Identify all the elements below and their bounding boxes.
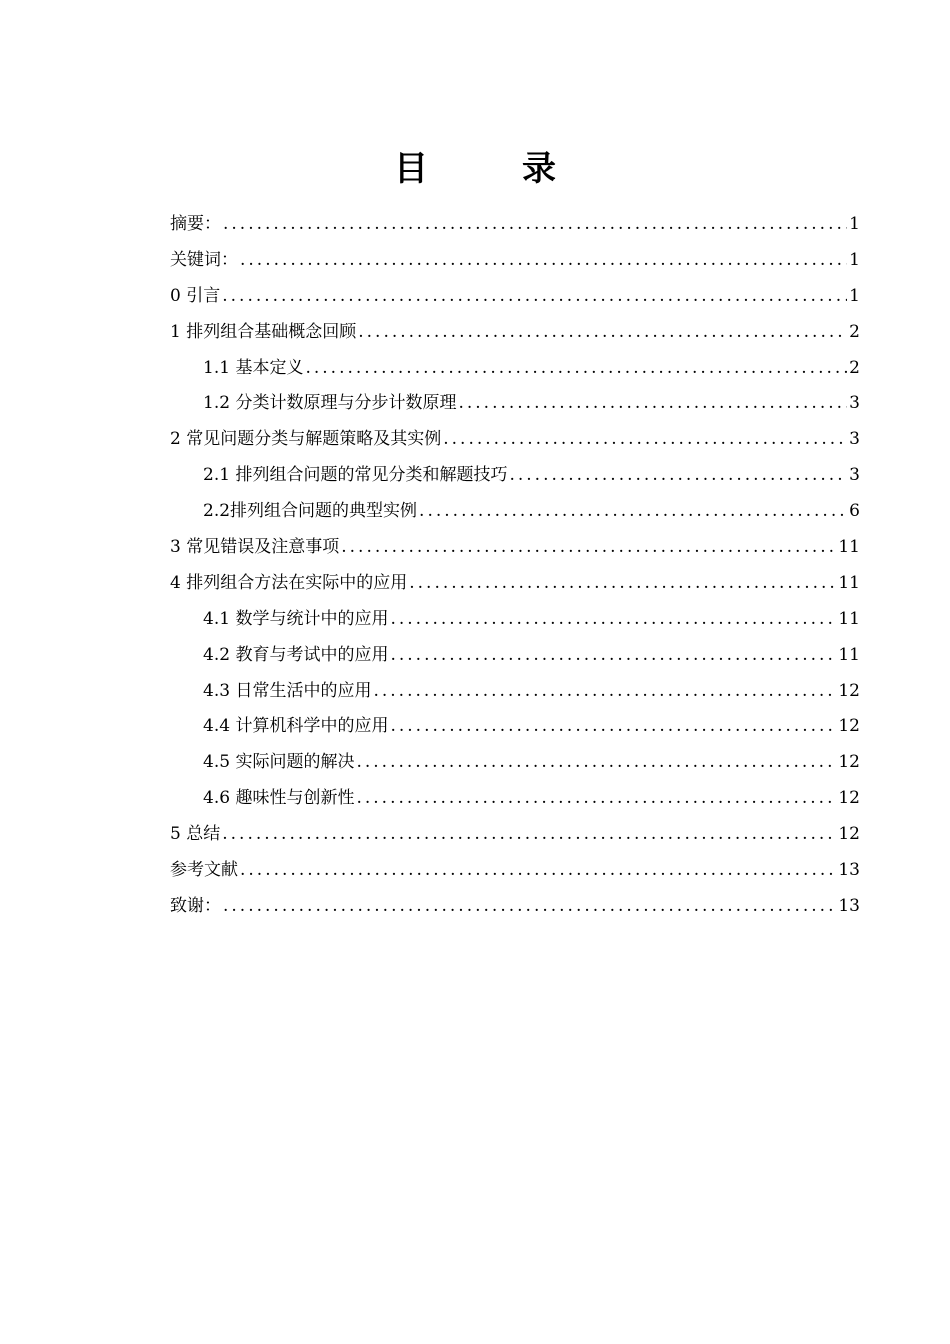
toc-entry[interactable] (170, 602, 860, 638)
toc-entry-page-number: 13 (838, 860, 860, 881)
toc-entry-page-number: 11 (838, 572, 860, 593)
toc-dot-leader (390, 602, 836, 638)
toc-entry[interactable] (170, 386, 860, 422)
toc-entry-label: 参考文献 (170, 860, 238, 881)
toc-dot-leader (509, 458, 847, 494)
toc-entry-label: 致谢： (170, 895, 221, 916)
toc-entry-page-number: 3 (849, 429, 860, 450)
toc-entry-label: 5 总结 (170, 824, 221, 845)
toc-dot-leader (222, 817, 836, 853)
toc-entry-page-number: 3 (849, 465, 860, 486)
toc-dot-leader (222, 279, 847, 315)
toc-entry-label: 2.1 排列组合问题的常见分类和解题技巧 (203, 465, 508, 486)
toc-entry[interactable] (170, 279, 860, 315)
toc-entry-label: 4.2 教育与考试中的应用 (203, 644, 389, 665)
toc-entry[interactable] (170, 781, 860, 817)
toc-list (170, 207, 860, 925)
toc-entry-label: 摘要： (170, 213, 221, 234)
toc-entry-page-number: 11 (838, 537, 860, 557)
toc-entry-label: 1.2 分类计数原理与分步计数原理 (203, 393, 457, 414)
toc-entry-page-number: 2 (849, 321, 860, 342)
toc-entry-page-number: 11 (838, 608, 860, 629)
toc-entry-label: 4.1 数学与统计中的应用 (203, 608, 389, 629)
toc-dot-leader (358, 315, 847, 351)
toc-entry-label: 1.1 基本定义 (203, 357, 304, 378)
toc-entry-label: 0 引言 (170, 285, 221, 306)
toc-dot-leader (356, 781, 836, 817)
toc-entry-page-number: 1 (849, 249, 860, 270)
toc-entry[interactable] (170, 458, 860, 494)
toc-entry-label: 2 常见问题分类与解题策略及其实例 (170, 429, 442, 450)
toc-dot-leader (390, 638, 836, 674)
toc-entry-page-number: 2 (849, 357, 860, 378)
toc-entry-page-number: 11 (838, 644, 860, 665)
toc-entry[interactable] (170, 494, 860, 530)
toc-entry[interactable] (170, 422, 860, 458)
toc-entry[interactable] (170, 817, 860, 853)
toc-entry-label: 3 常见错误及注意事项 (170, 537, 340, 557)
toc-entry-page-number: 1 (849, 213, 860, 234)
toc-entry[interactable] (170, 530, 860, 566)
toc-entry-label: 2.2排列组合问题的典型实例 (203, 501, 418, 522)
toc-dot-leader (341, 530, 836, 566)
toc-dot-leader (305, 351, 847, 387)
toc-dot-leader (390, 709, 836, 745)
toc-entry-label: 4 排列组合方法在实际中的应用 (170, 572, 408, 593)
toc-entry-label: 4.5 实际问题的解决 (203, 752, 355, 773)
toc-dot-leader (356, 745, 836, 781)
toc-entry[interactable] (170, 243, 860, 279)
toc-entry[interactable] (170, 674, 860, 710)
toc-entry-page-number: 1 (849, 285, 860, 306)
toc-entry-label: 4.4 计算机科学中的应用 (203, 716, 389, 737)
toc-entry[interactable] (170, 889, 860, 925)
toc-entry-label: 关键词： (170, 249, 238, 270)
toc-dot-leader (223, 889, 836, 925)
toc-dot-leader (458, 386, 847, 422)
toc-dot-leader (240, 853, 836, 889)
toc-dot-leader (373, 674, 836, 710)
toc-entry-label: 4.3 日常生活中的应用 (203, 680, 372, 701)
toc-dot-leader (240, 243, 847, 279)
toc-entry[interactable] (170, 351, 860, 387)
toc-entry-page-number: 12 (838, 716, 860, 737)
toc-entry[interactable] (170, 745, 860, 781)
toc-entry-label: 4.6 趣味性与创新性 (203, 788, 355, 809)
toc-entry-page-number: 12 (838, 824, 860, 845)
toc-dot-leader (419, 494, 847, 530)
toc-entry[interactable] (170, 853, 860, 889)
toc-dot-leader (223, 207, 847, 243)
toc-dot-leader (409, 566, 836, 602)
toc-entry-page-number: 12 (838, 752, 860, 773)
toc-entry-page-number: 3 (849, 393, 860, 414)
toc-entry-page-number: 12 (838, 680, 860, 701)
toc-entry[interactable] (170, 566, 860, 602)
toc-entry[interactable] (170, 207, 860, 243)
toc-entry[interactable] (170, 315, 860, 351)
toc-entry-page-number: 12 (838, 788, 860, 809)
toc-entry[interactable] (170, 709, 860, 745)
toc-title: 目 录 (394, 149, 586, 189)
toc-entry-page-number: 6 (849, 501, 860, 522)
toc-dot-leader (443, 422, 847, 458)
toc-entry[interactable] (170, 638, 860, 674)
toc-entry-page-number: 13 (838, 895, 860, 916)
toc-entry-label: 1 排列组合基础概念回顾 (170, 321, 357, 342)
